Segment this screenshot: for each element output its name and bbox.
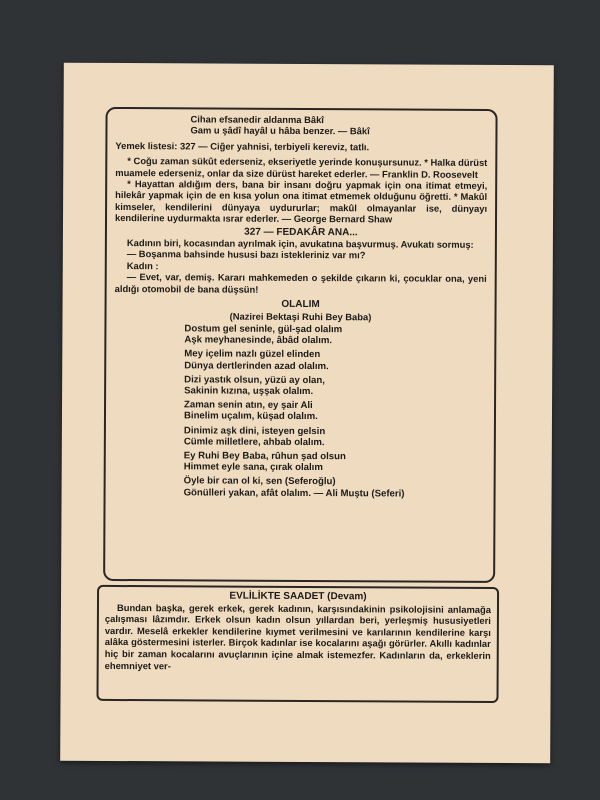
quote-line-2: Gam u şâdî hayâl u hâba benzer. — Bâkî (190, 124, 370, 137)
quote-line-1: Cihan efsanedir aldanma Bâkî (190, 113, 324, 126)
magazine-page (60, 63, 554, 764)
story-paragraph: — Boşanma bahsinde hususi bazı istekleriniz var mı? (126, 248, 366, 261)
story-title: 327 — FEDAKÂR ANA... (244, 226, 358, 238)
poem-line: Dostum gel seninle, gül-şad olalım (184, 323, 343, 336)
poem-stanza (184, 450, 486, 474)
poem-line: Dünya dertlerinden azad olalım. (184, 359, 329, 372)
poem-line: Binelim uçalım, küşad olalım. (183, 410, 318, 423)
story-paragraph: Kadın : (126, 259, 159, 272)
poem-line: Dizi yastık olsun, yüzü ay olan, (184, 374, 325, 386)
poem-subtitle: (Nazirei Bektaşi Ruhi Bey Baba) (229, 310, 372, 322)
poem-stanza (184, 349, 486, 373)
poem-stanza (184, 323, 486, 347)
poem-line: Cümle milletlere, ahbab olalım. (183, 436, 325, 448)
poem (114, 323, 487, 500)
poem-line: Ey Ruhi Bey Baba, rûhun şad olsun (183, 450, 346, 463)
roosevelt-quotes: * Coğu zaman sükût ederseniz, ekseriyetle yerinde konuşursunuz. * Halka dürüst muamele ederseniz, onlar da size dürüst hareket ederler. — Franklin D. Roosevelt (115, 155, 488, 180)
poem-line: Öyle bir can ol ki, sen (Seferoğlu) (183, 475, 336, 488)
poem-stanza (184, 374, 486, 398)
article-body: Bundan başka, gerek erkek, gerek kadının, karşısındakinin psikolojisini anlamağa çalışması lâzımdır. Erkek olsun kadın olsun yıllardan beri, yerleşmiş hususiyetleri vardır. Meselâ erkekler kendilerine kıymet verilmesini ve karılarının kendilerine karşı alâka göstermesini isterler. Birçok kadınlar ise kocalarını aşağı görürler. Akıllı kadınlar hiç bir zaman kocalarını avuçlarının içine almak istemezfer. Kadınların da, erkeklerin ehemniyet ver- (104, 601, 492, 671)
poem-line: Mey içelim nazlı güzel elinden (184, 348, 321, 361)
poem-line: Dinimiz aşk dini, isteyen gelsin (183, 424, 326, 437)
poem-line: Himmet eyle sana, çırak olalım (183, 461, 323, 474)
poem-line: Aşk meyhanesinde, âbâd olalım. (184, 334, 333, 347)
story-paragraph: Kadının biri, kocasından ayrılmak için, avukatına başvurmuş. Avukatı sormuş: (126, 237, 474, 250)
poem-title: OLALIM (281, 298, 320, 311)
menu-line: Yemek listesi: 327 — Ciğer yahnisi, terbiyeli kereviz, tatlı. (115, 139, 370, 153)
poem-stanza (184, 476, 486, 500)
shaw-quotes: * Hayattan aldığım ders, bana bir insanı doğru yapmak için ona itimat etmeyi, hilekâr yapmak için de en kısa yolun ona itimat etmemek olduğunu öğretti. * Makûl kimseler, kendilerini dünyaya uydururlar; makûl olmayanlar ise, dünyayı kendilerine uydurmakta ısrar ederler. — George Bernard Shaw (114, 178, 488, 225)
story-paragraph: — Evet, var, demiş. Kararı mahkemeden o şekilde çıkarın ki, çocuklar ona, yeni aldığı otomobil de bana düşsün! (114, 271, 487, 295)
bottom-box (96, 585, 499, 703)
poem-stanza (184, 425, 486, 449)
article-title: EVLİLİKTE SAADET (Devam) (229, 590, 367, 603)
poem-line: Gönülleri yakan, afât olalım. — Ali Muştu (Seferi) (183, 486, 405, 500)
poem-stanza (184, 399, 486, 423)
poem-line: Zaman senin atın, ey şair Ali (184, 399, 313, 412)
top-box (103, 107, 497, 583)
poem-line: Sakinin kızına, uşşak olalım. (184, 385, 314, 397)
